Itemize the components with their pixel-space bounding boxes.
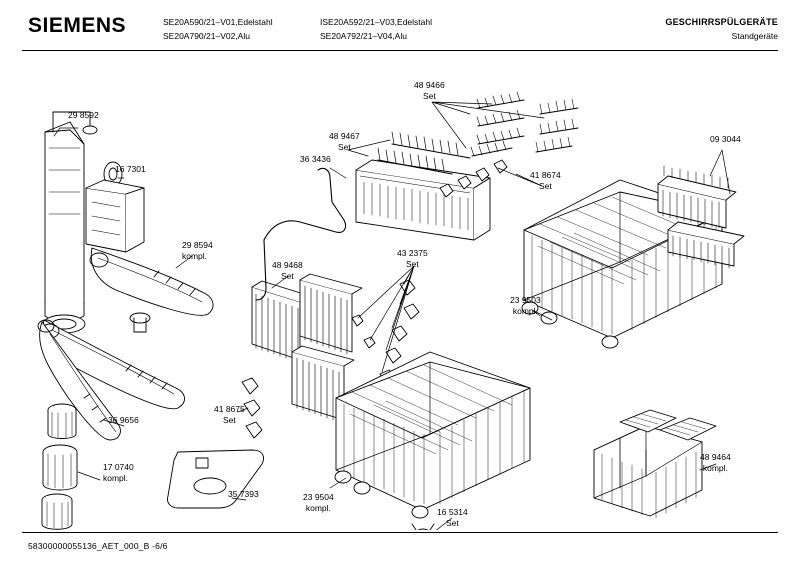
model-column-1 <box>163 15 273 43</box>
callout-093044: 09 3044 <box>710 134 741 144</box>
callout-418674: 41 8674 Set <box>530 170 561 191</box>
category-subtitle: Standgeräte <box>731 31 778 41</box>
exploded-diagram <box>0 52 800 530</box>
document-id: 58300000055136_AET_000_B -6/6 <box>28 541 168 551</box>
category-title: GESCHIRRSPÜLGERÄTE <box>665 17 778 27</box>
callout-170740: 17 0740 kompl. <box>103 462 134 483</box>
callout-298594: 29 8594 kompl. <box>182 240 213 261</box>
callout-357393: 35 7393 <box>228 489 259 499</box>
model-line: ISE20A592/21–V03,Edelstahl <box>320 17 433 27</box>
model-column-2 <box>320 15 432 43</box>
part-489467-folding-tines-2 <box>392 132 470 158</box>
part-489464-cutlery-basket <box>594 410 716 518</box>
callout-167301: 16 7301 <box>115 164 146 174</box>
model-line: SE20A790/21–V02,Alu <box>163 31 250 41</box>
callout-432375: 43 2375 Set <box>397 248 428 269</box>
footer-divider <box>22 532 778 533</box>
part-167301-distributor <box>86 162 150 332</box>
callout-369656: 36 9656 <box>108 415 139 425</box>
part-489466-combs <box>471 92 578 156</box>
header-divider <box>22 50 778 51</box>
callout-165314: 16 5314 Set <box>437 507 468 528</box>
part-239504-lower-basket <box>335 352 530 518</box>
part-418675-clips <box>242 378 262 438</box>
callout-363436: 36 3436 <box>300 154 331 164</box>
callout-489464: 48 9464 kompl. <box>700 452 731 473</box>
model-line: SE20A792/21–V04,Alu <box>320 31 407 41</box>
category-block <box>665 15 778 43</box>
part-170740-filter-assembly <box>42 404 77 529</box>
callout-489467: 48 9467 Set <box>329 131 360 152</box>
callout-489466: 48 9466 Set <box>414 80 445 101</box>
part-165314-wheels <box>412 524 434 530</box>
callout-239504: 23 9504 kompl. <box>303 492 334 513</box>
part-363436-rail <box>356 160 490 240</box>
callout-298592: 29 8592 <box>68 110 99 120</box>
siemens-logo: SIEMENS <box>28 14 127 37</box>
callout-239503: 23 9503 kompl. <box>510 295 541 316</box>
callout-418675: 41 8675 Set <box>214 404 245 425</box>
part-489468-tine-row-b <box>300 274 362 354</box>
model-line: SE20A590/21–V01,Edelstahl <box>163 17 273 27</box>
callout-489468: 48 9468 Set <box>272 260 303 281</box>
